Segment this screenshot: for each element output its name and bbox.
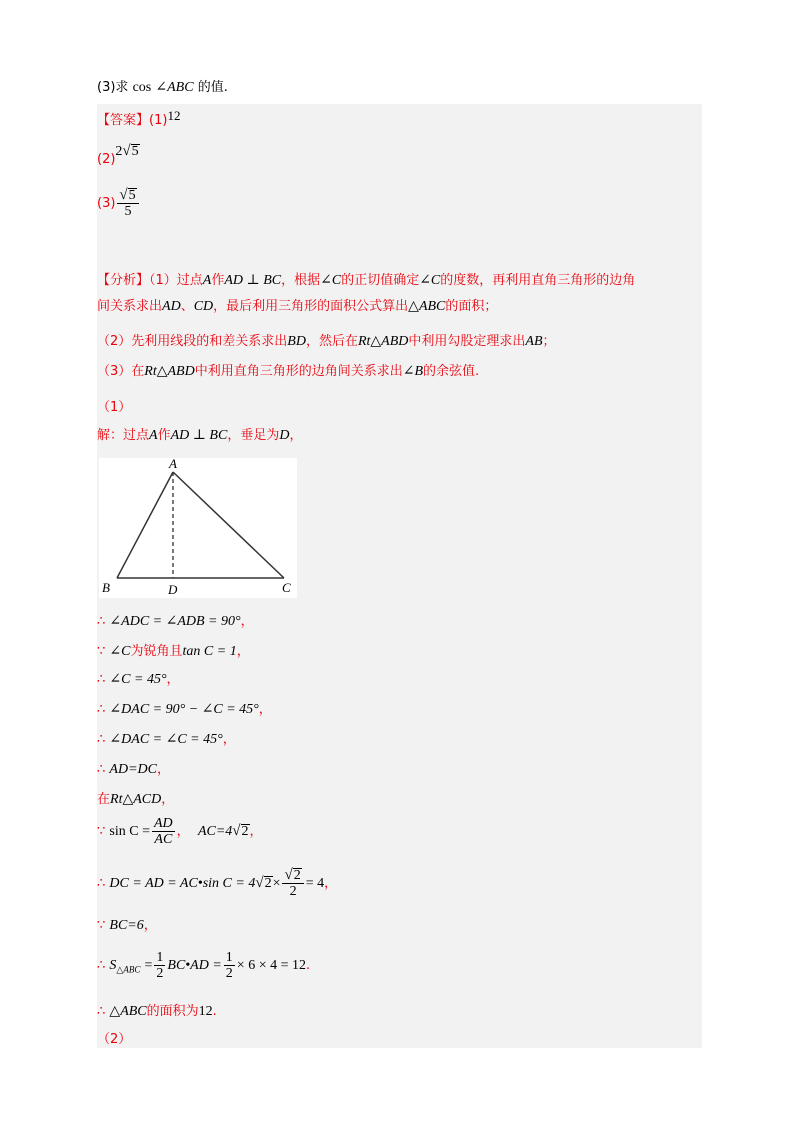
analysis-text: ，然后在 <box>305 334 358 349</box>
math: = <box>144 958 153 973</box>
punct: . <box>305 958 311 973</box>
answer-panel <box>97 104 702 1048</box>
analysis-text: ，根据 <box>281 273 321 288</box>
analysis-text: 、 <box>180 299 194 314</box>
solution-text: ， <box>289 428 303 443</box>
step-5 <box>97 728 236 748</box>
math: DC = AD = AC•sin C = 4 <box>109 876 256 891</box>
math: △ABC <box>109 1004 147 1019</box>
math: △ABC <box>408 299 446 314</box>
therefore-symbol: ∴ <box>97 958 106 973</box>
answer-line-2 <box>97 144 140 167</box>
punct: ， <box>166 672 180 687</box>
punct: ， <box>176 824 190 839</box>
analysis-text: 的正切值确定 <box>341 273 420 288</box>
fraction-ad-ac: $\frac{AD}{AC}$ <box>154 816 173 847</box>
math: AD=DC <box>109 762 157 777</box>
q3-expr: ∠ABC <box>155 80 194 95</box>
math: ∠C <box>109 644 131 659</box>
math: D <box>279 428 290 443</box>
analysis-text: 中利用直角三角形的边角间关系求出 <box>194 364 403 379</box>
therefore-symbol: ∴ <box>97 702 106 717</box>
step-7 <box>97 788 174 808</box>
part-1-label: （1） <box>97 400 132 415</box>
math: A <box>149 428 158 443</box>
punct: ， <box>249 824 263 839</box>
foot-d-label: D <box>168 582 178 597</box>
math: BD <box>287 334 306 349</box>
math: BC=6 <box>109 918 144 933</box>
q3-cos: cos <box>132 80 152 95</box>
step-11 <box>97 950 310 981</box>
q3-suffix: 的值. <box>197 80 228 95</box>
math: ∠C = 45° <box>109 672 167 687</box>
solution-intro <box>97 424 302 444</box>
answer-3-label: (3) <box>97 196 116 211</box>
analysis-text: 中利用勾股定理求出 <box>408 334 526 349</box>
punct: ， <box>143 918 157 933</box>
because-symbol: ∵ <box>97 824 106 839</box>
step-8 <box>97 816 263 847</box>
math-subscript: △ABC <box>116 964 141 975</box>
analysis-paragraph-1 <box>97 268 697 320</box>
analysis-text: ； <box>542 334 556 349</box>
punct: ， <box>324 876 338 891</box>
math: BC•AD = <box>167 958 222 973</box>
analysis-text: （1）过点 <box>149 273 203 288</box>
analysis-text: 的度数，再利用直角三角形的边角 <box>440 273 636 288</box>
because-symbol: ∵ <box>97 918 106 933</box>
analysis-text: 间关系求出 <box>97 299 163 314</box>
solution-text: 在 <box>97 792 111 807</box>
step-3 <box>97 668 180 688</box>
math: AD ⊥ BC <box>170 428 228 443</box>
therefore-symbol: ∴ <box>97 672 106 687</box>
solution-text: 为锐角且 <box>130 644 183 659</box>
answer-line-1 <box>97 108 180 128</box>
solution-text: 的面积为 <box>146 1004 199 1019</box>
solution-text: 作 <box>157 428 171 443</box>
step-6 <box>97 758 170 778</box>
math: AD ⊥ BC <box>224 273 282 288</box>
vertex-c-label: C <box>282 580 291 595</box>
analysis-tag: 【分析】 <box>97 273 150 288</box>
math: ∠DAC = ∠C = 45° <box>109 732 223 747</box>
part-2-label: （2） <box>97 1032 132 1047</box>
analysis-text: 的面积； <box>445 299 498 314</box>
answer-3-fraction: √ 5 5 <box>117 188 138 219</box>
math: Rt△ABD <box>144 364 195 379</box>
therefore-symbol: ∴ <box>97 876 106 891</box>
solution-text: 解：过点 <box>97 428 150 443</box>
analysis-text: ，最后利用三角形的面积公式算出 <box>213 299 409 314</box>
analysis-paragraph-2 <box>97 329 697 355</box>
vertex-a-label: A <box>169 458 177 471</box>
step-12 <box>97 1000 217 1020</box>
math: = 4 <box>305 876 325 891</box>
vertex-b-label: B <box>102 580 110 595</box>
fraction-sqrt2-2: √ 2 2 <box>282 868 303 899</box>
punct: . <box>212 1004 217 1019</box>
step-10 <box>97 914 157 934</box>
therefore-symbol: ∴ <box>97 1004 106 1019</box>
therefore-symbol: ∴ <box>97 762 106 777</box>
analysis-text: （3）在 <box>97 364 145 379</box>
triangle-svg <box>99 458 297 598</box>
punct: ， <box>161 792 175 807</box>
sqrt-2: √ 2 <box>255 875 272 891</box>
math: Rt△ACD <box>110 792 162 807</box>
math: ∠ADC = ∠ADB = 90° <box>109 614 241 629</box>
math: × 6 × 4 = 12 <box>236 958 306 973</box>
therefore-symbol: ∴ <box>97 732 106 747</box>
answer-1-label: (1) <box>149 113 168 128</box>
answer-2-label: (2) <box>97 152 116 167</box>
question-3 <box>97 76 228 96</box>
step-1 <box>97 610 254 630</box>
answer-2-sqrt: √ 5 <box>122 143 139 159</box>
punct: ， <box>236 644 250 659</box>
because-symbol: ∵ <box>97 644 106 659</box>
math: tan C = 1 <box>182 644 237 659</box>
therefore-symbol: ∴ <box>97 614 106 629</box>
answer-1-value: 12 <box>167 108 181 123</box>
math: sin C = <box>109 824 150 839</box>
analysis-text: 的余弦值. <box>423 364 480 379</box>
step-2 <box>97 640 250 660</box>
math: A <box>202 273 212 288</box>
math: × <box>272 876 281 891</box>
math: S <box>109 958 117 973</box>
side-ac <box>173 472 284 578</box>
punct: ， <box>258 702 272 717</box>
sqrt-2: √ 2 <box>232 823 249 839</box>
math: ∠C <box>419 273 441 288</box>
answer-tag: 【答案】 <box>97 113 150 128</box>
math: ∠C <box>320 273 342 288</box>
answer-2-coef: 2 <box>115 144 123 159</box>
punct: ， <box>222 732 236 747</box>
punct: ， <box>156 762 170 777</box>
math: AB <box>525 334 543 349</box>
fraction-half: $\frac{1}{2}$ <box>225 950 233 981</box>
math: ∠DAC = 90° − ∠C = 45° <box>109 702 259 717</box>
math: Rt△ABD <box>357 334 409 349</box>
step-4 <box>97 698 272 718</box>
analysis-text: 作 <box>211 273 225 288</box>
punct: ， <box>240 614 254 629</box>
solution-text: ，垂足为 <box>227 428 280 443</box>
triangle-figure <box>99 458 297 598</box>
analysis-paragraph-3 <box>97 359 697 385</box>
fraction-half: $\frac{1}{2}$ <box>156 950 164 981</box>
answer-line-3 <box>97 188 141 219</box>
math: AD <box>162 299 181 314</box>
step-9 <box>97 868 337 899</box>
side-ab <box>117 472 173 578</box>
math: CD <box>193 299 214 314</box>
q3-prefix: (3)求 <box>97 80 129 95</box>
math: 12 <box>198 1004 213 1019</box>
analysis-text: （2）先利用线段的和差关系求出 <box>97 334 288 349</box>
math: AC=4 <box>197 824 233 839</box>
math: ∠B <box>402 364 424 379</box>
